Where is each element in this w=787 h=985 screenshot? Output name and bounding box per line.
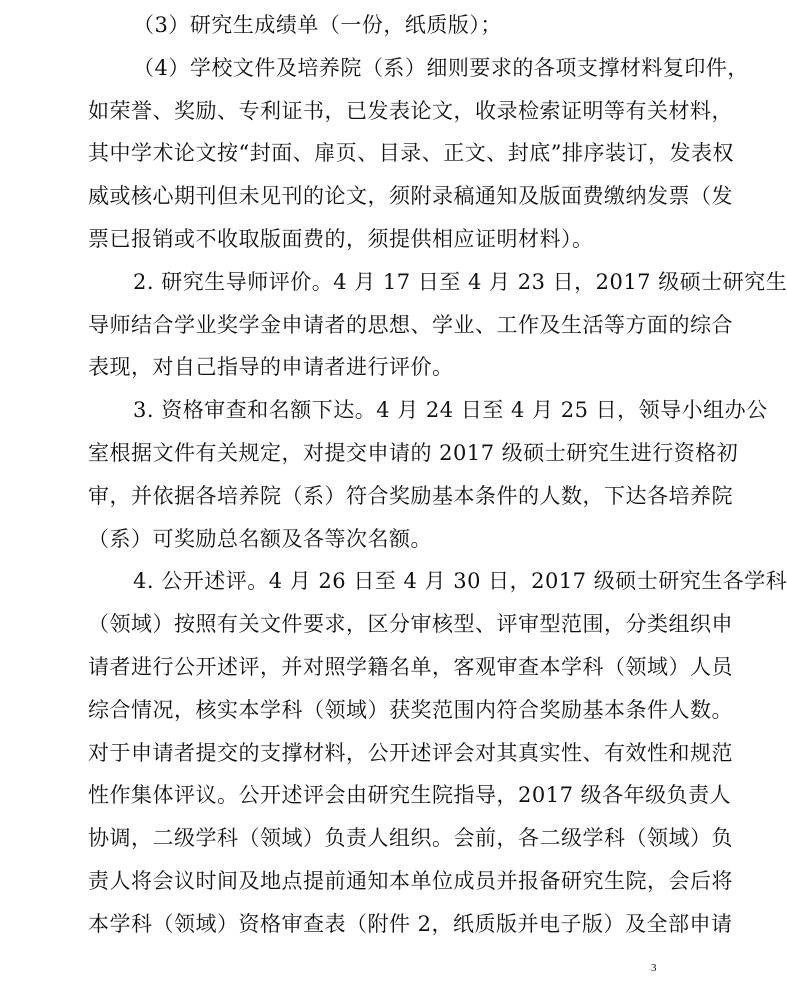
text-line: 2. 研究生导师评价。4 月 17 日至 4 月 23 日，2017 级硕士研究生 [133,269,787,294]
text-line: 导师结合学业奖学金申请者的思想、学业、工作及生活等方面的综合 [88,312,733,337]
text-line: （3）研究生成绩单（一份，纸质版）； [133,13,502,37]
text-line: 3. 资格审查和名额下达。4 月 24 日至 4 月 25 日，领导小组办公 [133,398,768,423]
text-line: 如荣誉、奖励、专利证书，已发表论文，收录检索证明等有关材料， [88,98,733,123]
text-line: 本学科（领域）资格审查表（附件 2，纸质版并电子版）及全部申请 [88,911,733,936]
text-line: （4）学校文件及培养院（系）细则要求的各项支撑材料复印件， [133,55,749,80]
text-line: 票已报销或不收取版面费的，须提供相应证明材料）。 [88,227,594,251]
text-line: 责人将会议时间及地点提前通知本单位成员并报备研究生院，会后将 [88,869,733,893]
text-line: 威或核心期刊但未见刊的论文，须附录稿通知及版面费缴纳发票（发 [88,184,733,209]
text-line: （系）可奖励总名额及各等次名额。 [88,526,432,551]
text-line: 对于申请者提交的支撑材料，公开述评会对其真实性、有效性和规范 [88,740,733,765]
text-line: 审，并依据各培养院（系）符合奖励基本条件的人数，下达各培养院 [88,483,733,508]
text-line: 协调，二级学科（领域）负责人组织。会前，各二级学科（领域）负 [88,826,733,851]
text-line: 性作集体评议。公开述评会由研究生院指导，2017 级各年级负责人 [88,783,732,808]
text-line: 其中学术论文按“封面、扉页、目录、正文、封底”排序装订，发表权 [88,141,734,166]
text-line: （领域）按照有关文件要求，区分审核型、评审型范围，分类组织申 [88,612,733,637]
text-line: 表现，对自己指导的申请者进行评价。 [88,355,454,380]
text-line: 4. 公开述评。4 月 26 日至 4 月 30 日，2017 级硕士研究生各学科 [133,569,787,594]
text-line: 综合情况，核实本学科（领域）获奖范围内符合奖励基本条件人数。 [88,697,733,722]
text-line: 室根据文件有关规定，对提交申请的 2017 级硕士研究生进行资格初 [88,441,739,465]
page-number: 3 [651,962,657,974]
text-line: 请者进行公开述评，并对照学籍名单，客观审查本学科（领域）人员 [88,655,733,679]
